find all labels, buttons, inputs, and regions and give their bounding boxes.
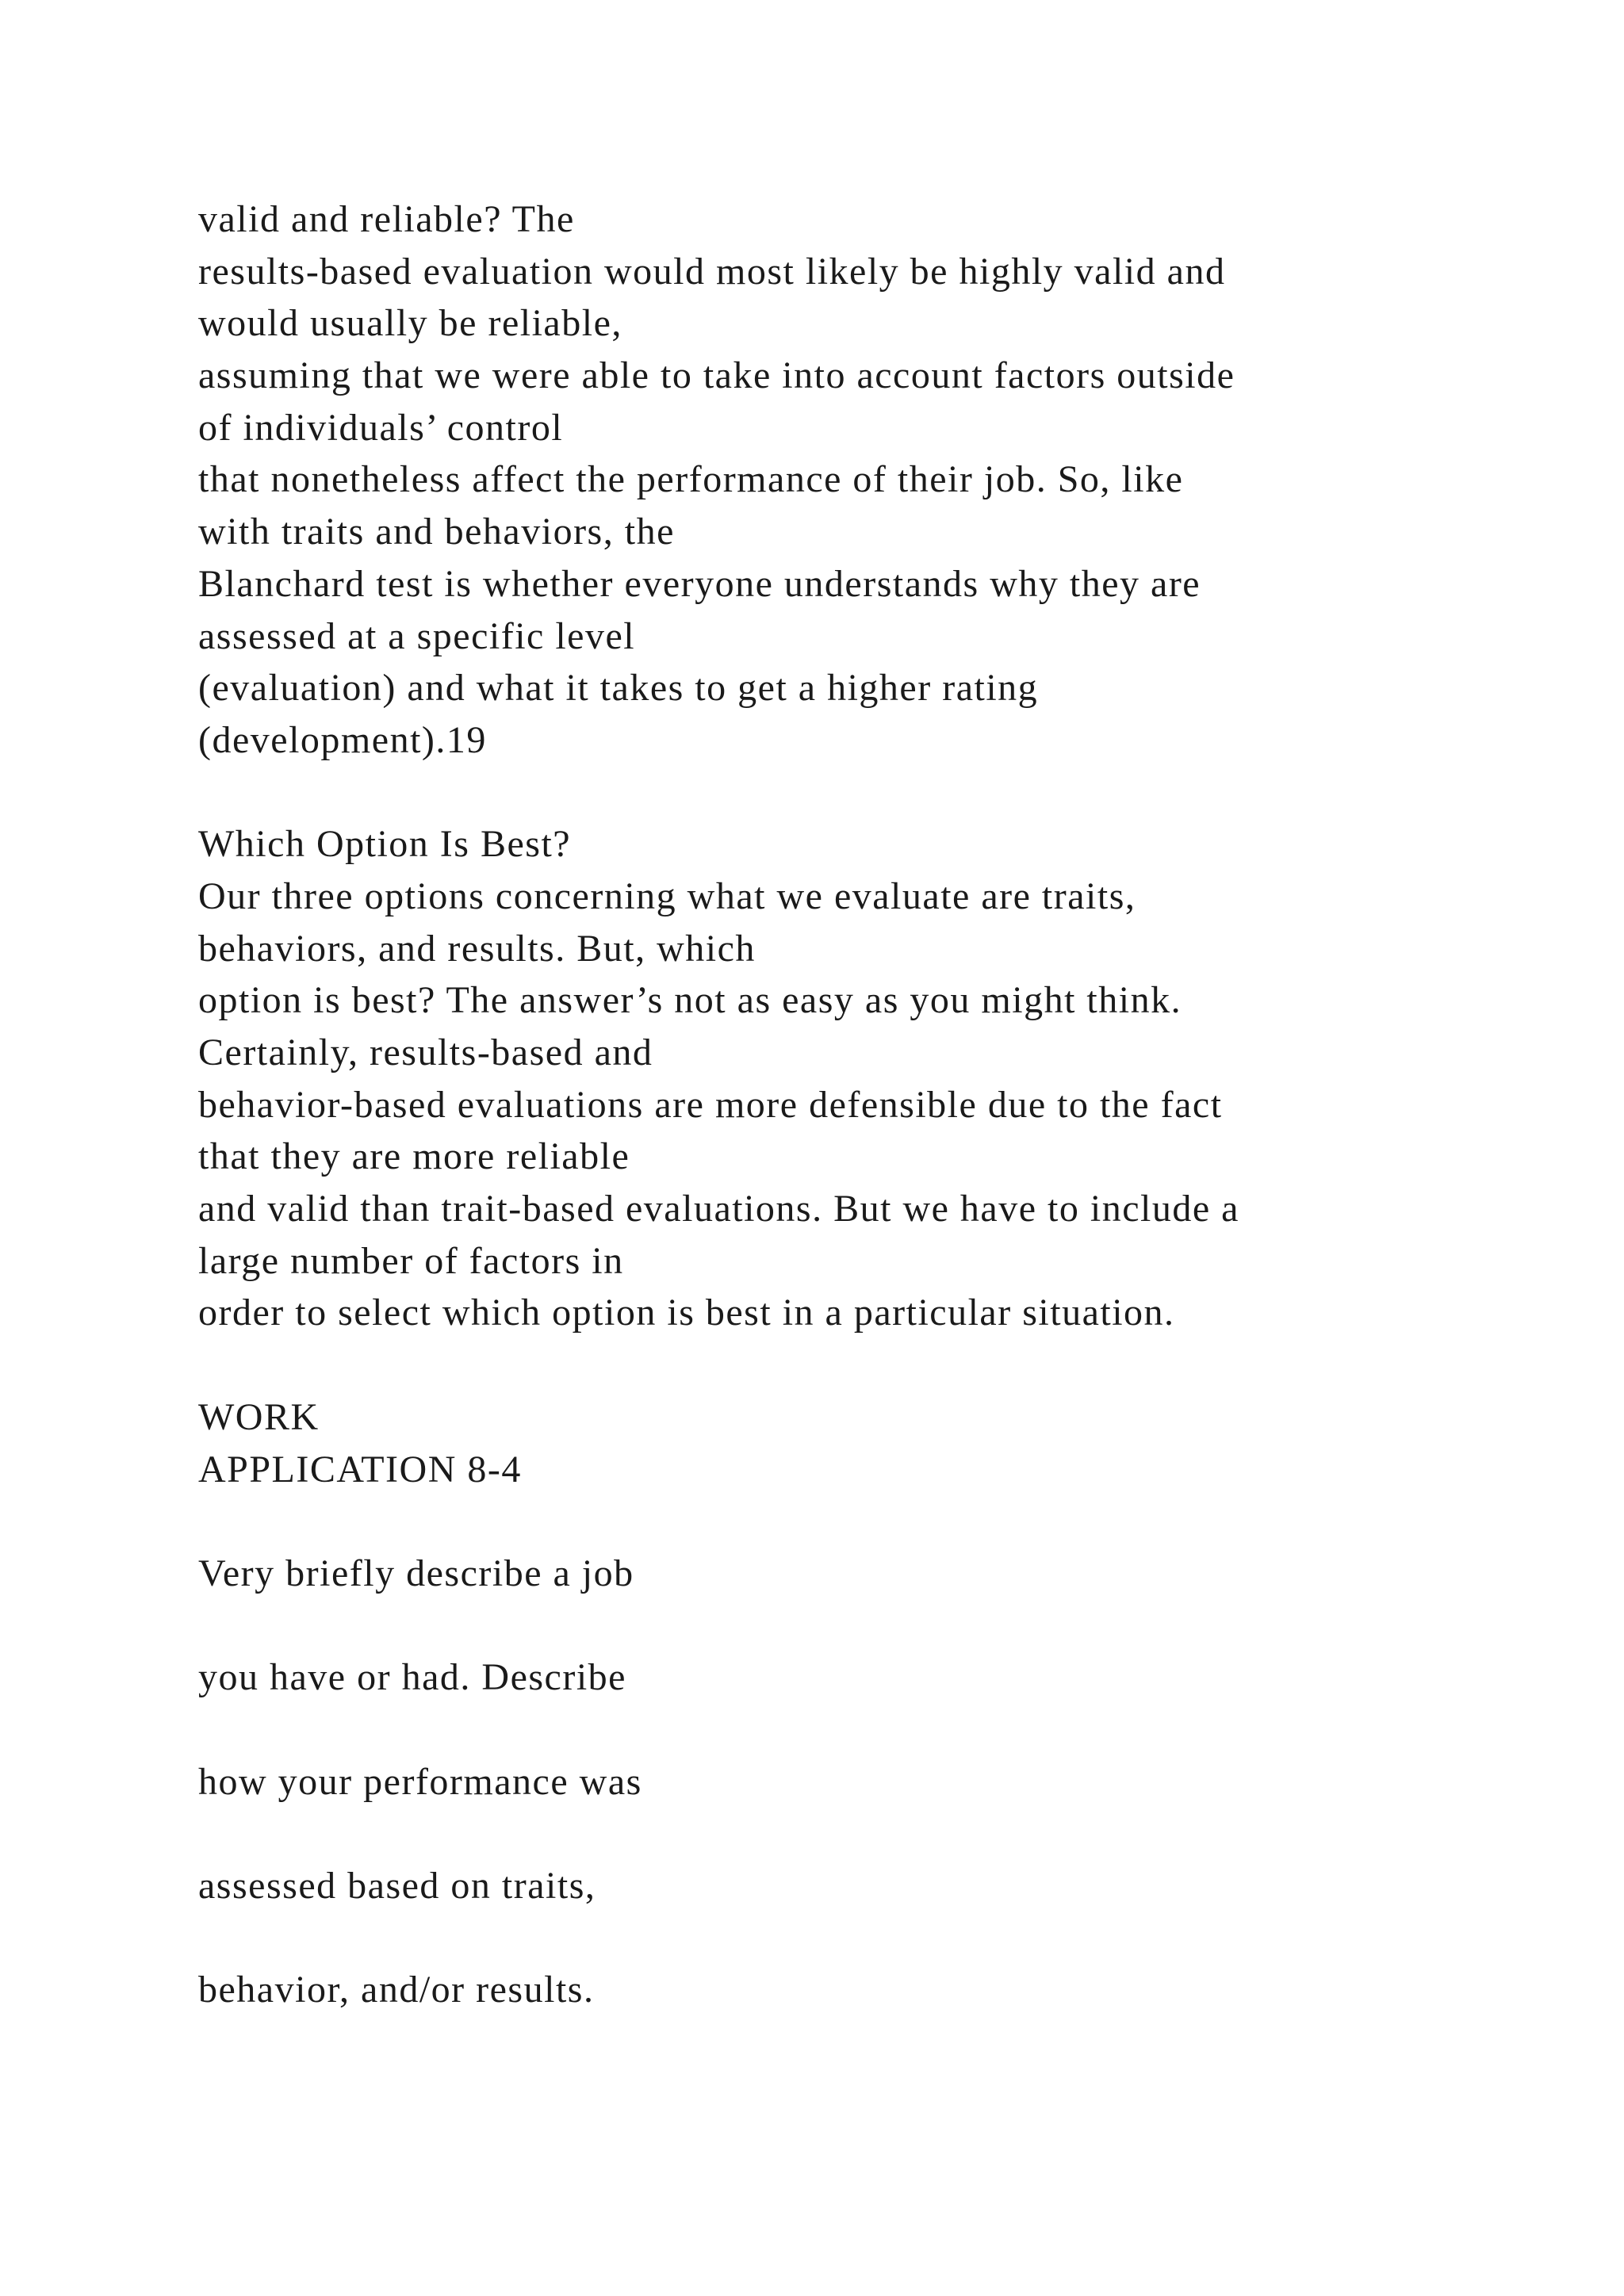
paragraph-gap	[198, 767, 1435, 819]
work-application-prompt-line: behavior, and/or results.	[198, 1969, 595, 2011]
work-application-box	[198, 1391, 1435, 2016]
text-line: results-based evaluation would most likely be highly valid and	[198, 250, 1226, 293]
text-line: behavior-based evaluations are more defensible due to the fact	[198, 1083, 1223, 1126]
paragraph-gap	[198, 1339, 1435, 1391]
text-line: of individuals’ control	[198, 406, 564, 449]
text-line: would usually be reliable,	[198, 302, 622, 345]
text-line: assessed at a specific level	[198, 614, 636, 657]
text-line: order to select which option is best in a particular situation.	[198, 1292, 1175, 1334]
text-line: (development).19	[198, 718, 487, 761]
text-line: that they are more reliable	[198, 1135, 630, 1178]
text-line: assuming that we were able to take into account factors outside	[198, 354, 1235, 397]
work-application-number: APPLICATION 8-4	[198, 1448, 522, 1490]
paragraph-gap	[198, 1495, 1435, 1548]
text-line: Blanchard test is whether everyone understands why they are	[198, 562, 1201, 605]
text-line: (evaluation) and what it takes to get a higher rating	[198, 667, 1039, 710]
work-application-prompt-line: Very briefly describe a job	[198, 1552, 634, 1594]
work-application-prompt-line: assessed based on traits,	[198, 1865, 596, 1907]
text-line: option is best? The answer’s not as easy as you might think.	[198, 979, 1182, 1022]
text-line: Our three options concerning what we evaluate are traits,	[198, 874, 1136, 917]
work-application-prompt-line: how your performance was	[198, 1760, 642, 1803]
section-which-option	[198, 818, 1435, 1339]
text-line: behaviors, and results. But, which	[198, 927, 756, 970]
document-body	[198, 193, 1435, 2016]
work-application-label: WORK	[198, 1395, 320, 1438]
section-heading: Which Option Is Best?	[198, 823, 572, 866]
paragraph-continuation	[198, 193, 1435, 767]
paragraph-gap	[198, 1704, 1435, 1756]
work-application-prompt-line: you have or had. Describe	[198, 1656, 626, 1699]
text-line: valid and reliable? The	[198, 198, 575, 240]
text-line: that nonetheless affect the performance of their job. So, like	[198, 458, 1184, 501]
paragraph-gap	[198, 1600, 1435, 1652]
text-line: large number of factors in	[198, 1239, 624, 1282]
text-line: and valid than trait-based evaluations. But we have to include a	[198, 1188, 1239, 1230]
paragraph-gap	[198, 1912, 1435, 1965]
paragraph-gap	[198, 1808, 1435, 1860]
text-line: Certainly, results-based and	[198, 1031, 653, 1073]
text-line: with traits and behaviors, the	[198, 511, 675, 553]
